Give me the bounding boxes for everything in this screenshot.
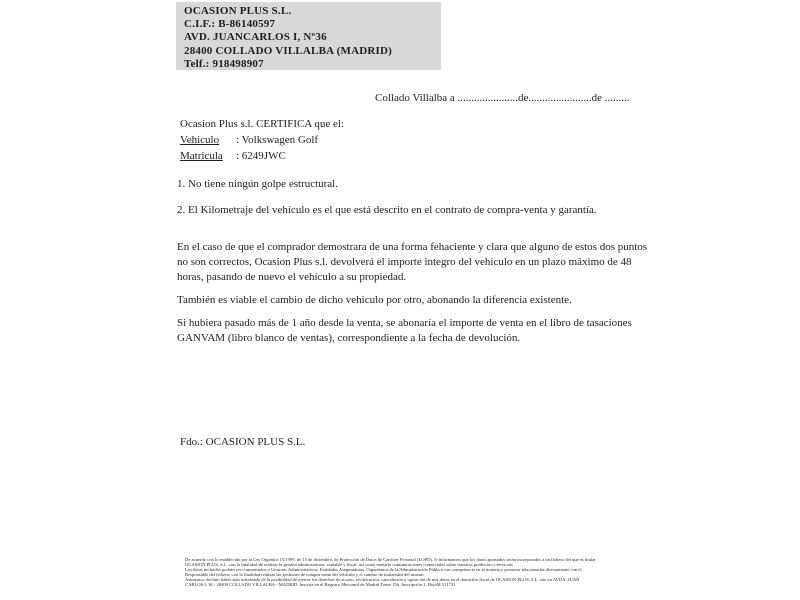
legal-line: CARLOS I, 36 - 28400 COLLADO VILLALBA - MADRID. Inscrita en el Registro Mercantil de Madrid Tomo 156, Inscripción 1, HojaM 511731 bbox=[185, 582, 456, 587]
paragraph-refund-terms: En el caso de que el comprador demostrara de una forma fehaciente y clara que alguno de estos dos puntos no son correctos, Ocasion Plus s.l. devolverá el importe integro del vehículo en un plazo máximo de 48 horas, pasando de nuevo el vehículo a su propiedad. bbox=[177, 241, 648, 283]
legal-line: Asimismo, declaro haber sido informado de la posibilidad de ejercer los derechos de acceso, rectificación, cancelación y oposición de mis datos en el domicilio fiscal de OCASIÓN PLUS, S.L. sito en AVDA. JUAN bbox=[185, 577, 580, 582]
date-line: Collado Villalba a ......................de.......................de ......... bbox=[375, 92, 630, 104]
legal-line: Responsable del fichero; con la finalidad realizar las gestiones de compra venta del vehículo y el cambio de titularidad del mismo. bbox=[185, 572, 425, 577]
certificate-point-2: 2. El Kilometraje del vehículo es el que está descrito en el contrato de compra-venta y garantía. bbox=[177, 204, 597, 216]
legal-line: Los datos incluidos podrán ser comunicados a Gestores Administrativos, Entidades Aseguradoras, Organismos de la Administración Pública con competencia en la materia y personas relacionadas directamente con el bbox=[185, 567, 582, 572]
body-paragraphs bbox=[177, 240, 650, 354]
vehicle-row bbox=[180, 132, 344, 148]
signature-line: Fdo.: OCASION PLUS S.L. bbox=[180, 436, 306, 448]
company-cif: C.I.F.: B-86140597 bbox=[184, 18, 276, 31]
certificate-points bbox=[177, 177, 657, 229]
paragraph-one-year-rule: Si hubiera pasado más de 1 año desde la venta, se abonaría el importe de venta en el libro de tasaciones GANVAM (libro blanco de ventas), correspondiente a la fecha de devolución. bbox=[177, 317, 632, 344]
legal-line: De acuerdo con lo establecido por la Ley Orgánica 15/1999, de 13 de diciembre, de Protección de Datos de Carácter Personal (LOPD), le informamos que los datos aportados serán incorporados a un fichero del que es titular bbox=[185, 558, 596, 562]
plate-label: Matricula bbox=[180, 150, 223, 162]
company-name: OCASION PLUS S.L. bbox=[184, 5, 292, 17]
company-city: 28400 COLLADO VILLALBA (MADRID) bbox=[184, 44, 392, 57]
plate-value: : 6249JWC bbox=[236, 150, 286, 162]
company-address: AVD. JUANCARLOS I, Nº36 bbox=[184, 31, 327, 44]
company-phone: Telf.: 918498907 bbox=[184, 57, 264, 70]
vehicle-label: Vehiculo bbox=[180, 134, 220, 146]
plate-row bbox=[180, 148, 344, 164]
legal-line: OCASION PLUS, S.L. con la finalidad de realizar la gestión administrativa, contable y fiscal, así como enviarle comunicaciones comerciales sobre nuestros productos y servicios. bbox=[185, 562, 514, 567]
certificate-point-1: 1. No tiene ningún golpe estructural. bbox=[177, 178, 338, 190]
certification-intro: Ocasion Plus s.l. CERTIFICA que el: bbox=[180, 118, 345, 130]
vehicle-value: : Volkswagen Golf bbox=[236, 134, 319, 146]
company-header-box bbox=[176, 2, 441, 70]
paragraph-exchange-option: También es viable el cambio de dicho vehiculo por otro, abonando la diferencia existente. bbox=[177, 294, 572, 306]
legal-fine-print bbox=[185, 558, 661, 587]
certification-block bbox=[180, 116, 344, 164]
